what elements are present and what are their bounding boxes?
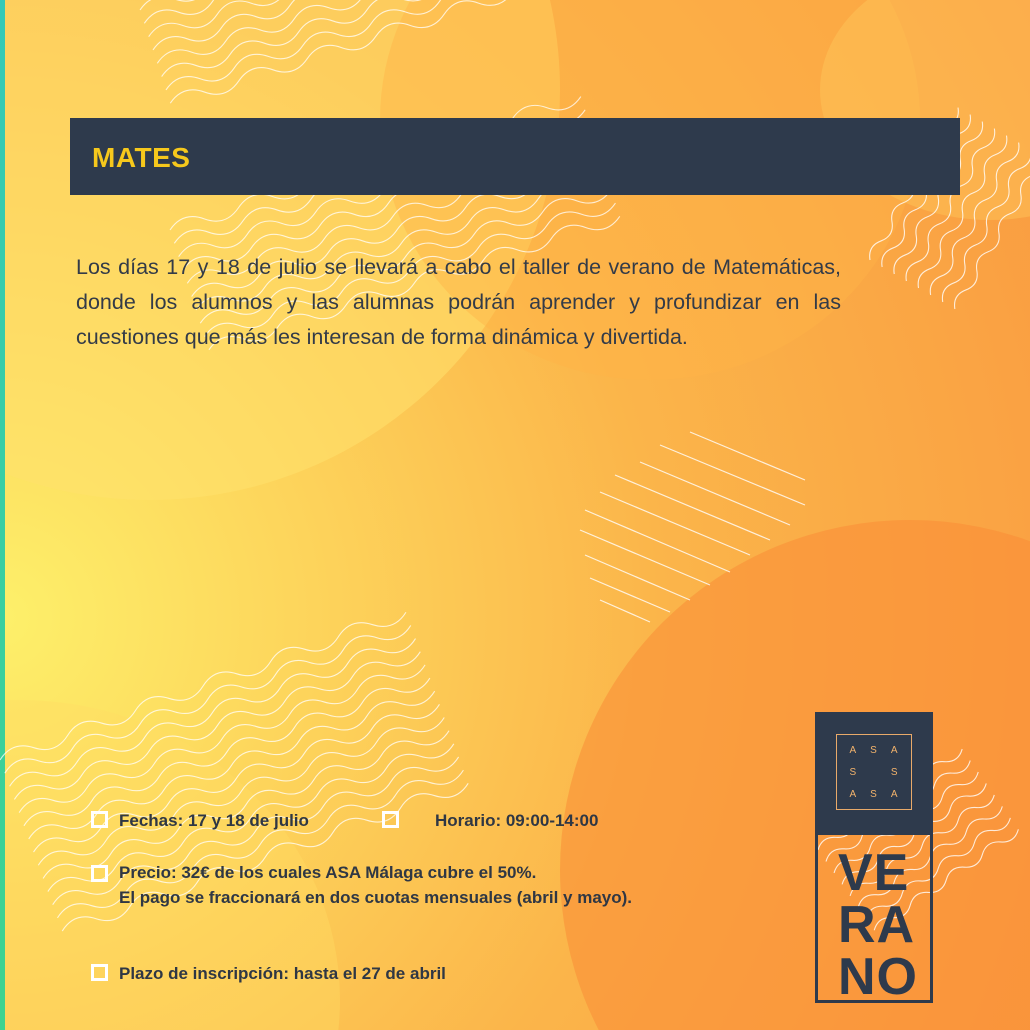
asa-letter: A: [849, 788, 858, 800]
asa-letter: A: [890, 788, 899, 800]
horario-text: Horario: 09:00-14:00: [435, 811, 599, 830]
asa-letter: A: [890, 744, 899, 756]
asa-letter: S: [890, 766, 899, 778]
title-banner: [70, 118, 960, 195]
info-item-horario: [382, 808, 598, 833]
verano-logo: [815, 832, 933, 1003]
asa-logo-grid: [836, 734, 912, 810]
info-item-fechas: [91, 808, 309, 833]
verano-line: VE: [838, 844, 910, 902]
info-item-precio: [91, 860, 632, 910]
plazo-text: Plazo de inscripción: hasta el 27 de abril: [119, 964, 446, 983]
asa-logo: [815, 712, 933, 832]
precio-line-1: Precio: 32€ de los cuales ASA Málaga cubre el 50%.: [119, 863, 537, 882]
info-item-plazo: [91, 961, 446, 986]
description-text: Los días 17 y 18 de julio se llevará a cabo el taller de verano de Matemáticas, donde los alumnos y las alumnas podrán aprender y profundizar en las cuestiones que más les interesan de forma dinámica y divertida.: [76, 254, 841, 349]
page-title: MATES: [92, 142, 191, 173]
checkbox-icon: [91, 964, 108, 981]
checkbox-icon: [91, 811, 108, 828]
asa-letter: S: [849, 766, 858, 778]
asa-letter: S: [870, 788, 878, 800]
asa-letter: S: [870, 744, 878, 756]
asa-letter: A: [849, 744, 858, 756]
checkbox-icon: [91, 865, 108, 882]
checkbox-icon: [382, 811, 399, 828]
verano-line: RA: [838, 896, 916, 954]
wave-pattern-top: [138, 0, 583, 110]
precio-line-2: El pago se fraccionará en dos cuotas mensuales (abril y mayo).: [119, 888, 633, 907]
precio-text: [119, 860, 632, 910]
fechas-text: Fechas: 17 y 18 de julio: [119, 811, 309, 830]
diagonal-line-pattern: [580, 432, 805, 622]
verano-line: NO: [838, 948, 918, 1003]
